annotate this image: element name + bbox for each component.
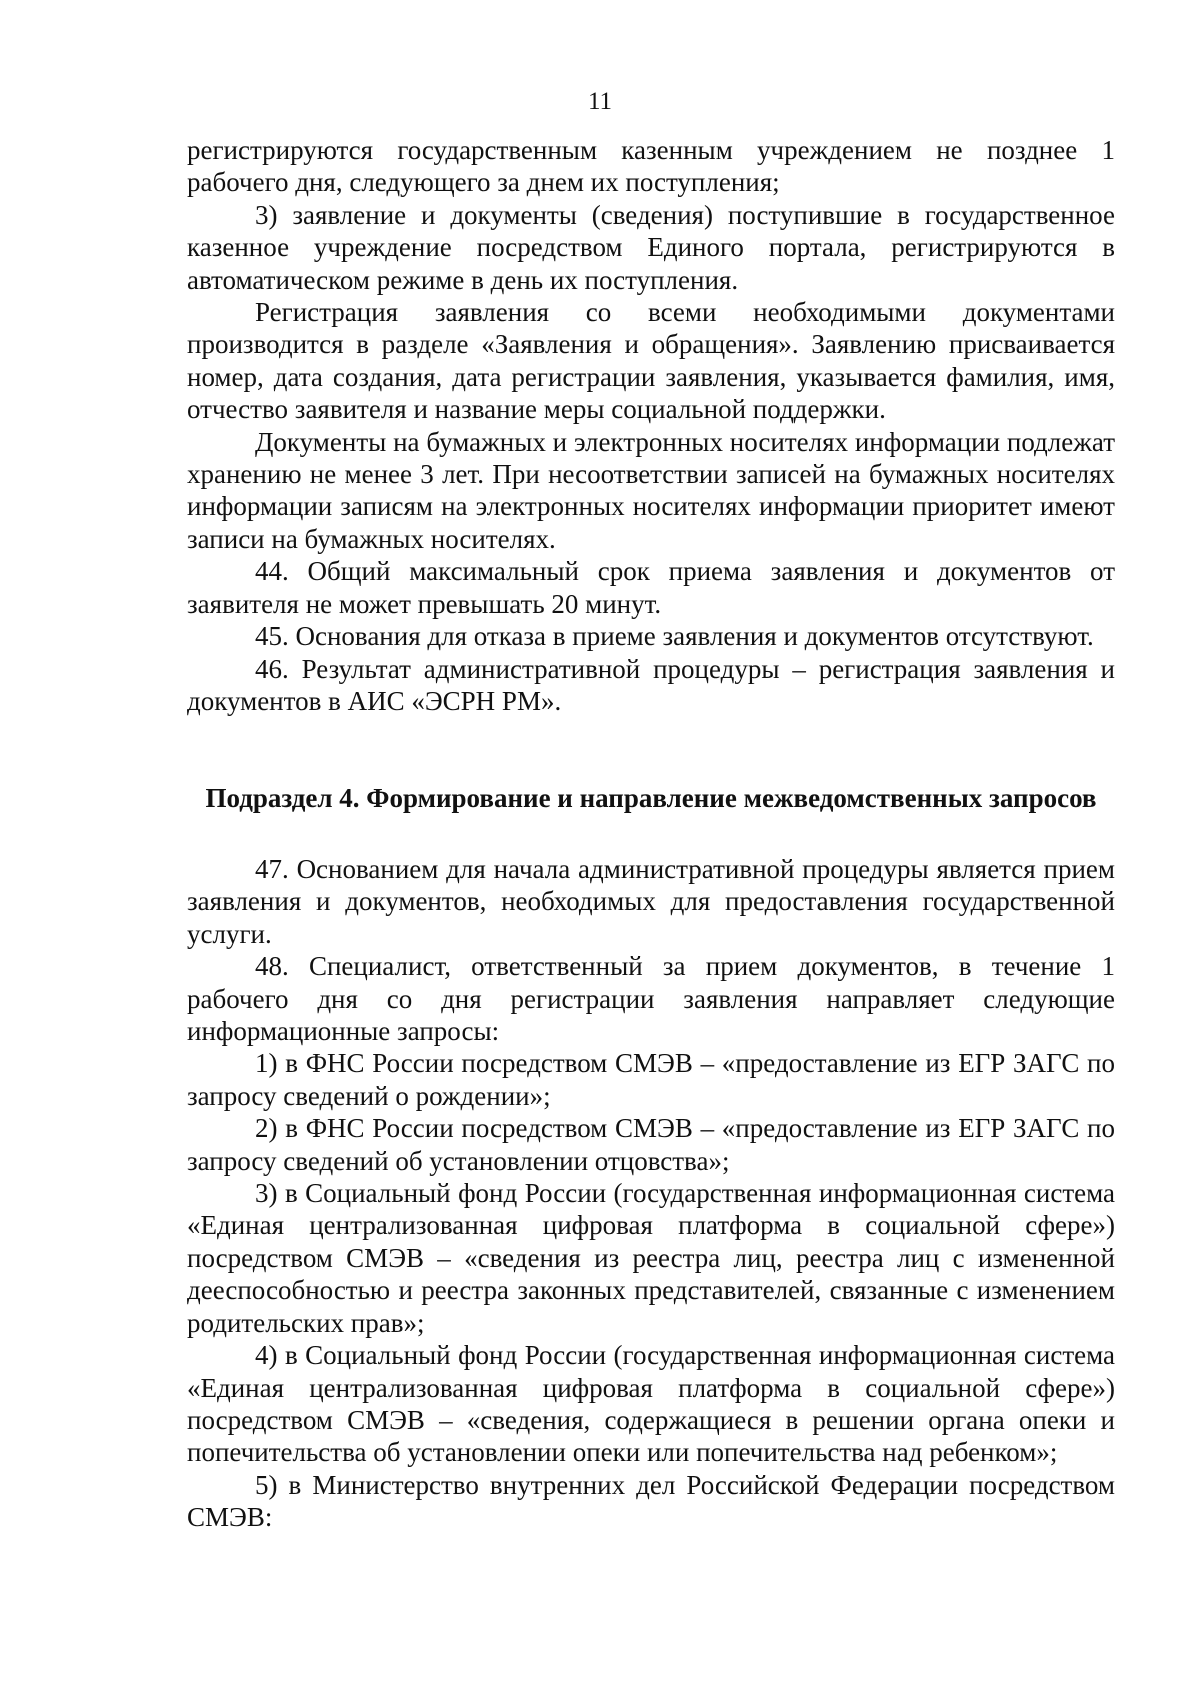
paragraph: регистрируются государственным казенным учреждением не позднее 1 рабочего дня, следующего за днем их поступления; xyxy=(187,135,1115,198)
body-text-bottom xyxy=(187,853,1115,1534)
paragraph: 3) в Социальный фонд России (государственная информационная система «Единая централизованная цифровая платформа в социальной сфере») посредством СМЭВ – «сведения из реестра лиц, реестра лиц с измененной дееспособностью и реестра законных представителей, связанные с изменением родительских прав»; xyxy=(187,1178,1115,1338)
paragraph: 48. Специалист, ответственный за прием документов, в течение 1 рабочего дня со дня регистрации заявления направляет следующие информационные запросы: xyxy=(187,951,1115,1047)
paragraph: 2) в ФНС России посредством СМЭВ – «предоставление из ЕГР ЗАГС по запросу сведений об установлении отцовства»; xyxy=(187,1113,1115,1176)
paragraph: 47. Основанием для начала административной процедуры является прием заявления и документов, необходимых для предоставления государственной услуги. xyxy=(187,854,1115,949)
paragraph: Документы на бумажных и электронных носителях информации подлежат хранению не менее 3 лет. При несоответствии записей на бумажных носителях информации записям на электронных носителях информации приоритет имеют записи на бумажных носителях. xyxy=(187,426,1115,554)
paragraph: 45. Основания для отказа в приеме заявления и документов отсутствуют. xyxy=(255,621,1094,652)
page-number: 11 xyxy=(587,88,613,115)
section-heading: Подраздел 4. Формирование и направление межведомственных запросов xyxy=(205,783,1097,813)
paragraph: 46. Результат административной процедуры – регистрация заявления и документов в АИС «ЭСРН РМ». xyxy=(187,653,1115,716)
paragraph: 3) заявление и документы (сведения) поступившие в государственное казенное учреждение посредством Единого портала, регистрируются в автоматическом режиме в день их поступления. xyxy=(187,199,1115,295)
paragraph: 1) в ФНС России посредством СМЭВ – «предоставление из ЕГР ЗАГС по запросу сведений о рождении»; xyxy=(187,1048,1115,1111)
paragraph: 5) в Министерство внутренних дел Российской Федерации посредством СМЭВ: xyxy=(187,1469,1115,1533)
paragraph: 44. Общий максимальный срок приема заявления и документов от заявителя не может превышать 20 минут. xyxy=(187,556,1115,619)
body-text-top xyxy=(187,134,1115,717)
paragraph: 4) в Социальный фонд России (государственная информационная система «Единая централизованная цифровая платформа в социальной сфере») посредством СМЭВ – «сведения, содержащиеся в решении органа опеки и попечительства об установлении опеки или попечительства над ребенком»; xyxy=(187,1340,1115,1468)
paragraph: Регистрация заявления со всеми необходимыми документами производится в разделе «Заявления и обращения». Заявлению присваивается номер, дата создания, дата регистрации заявления, указывается фамилия, имя, отчество заявителя и название меры социальной поддержки. xyxy=(187,297,1115,425)
